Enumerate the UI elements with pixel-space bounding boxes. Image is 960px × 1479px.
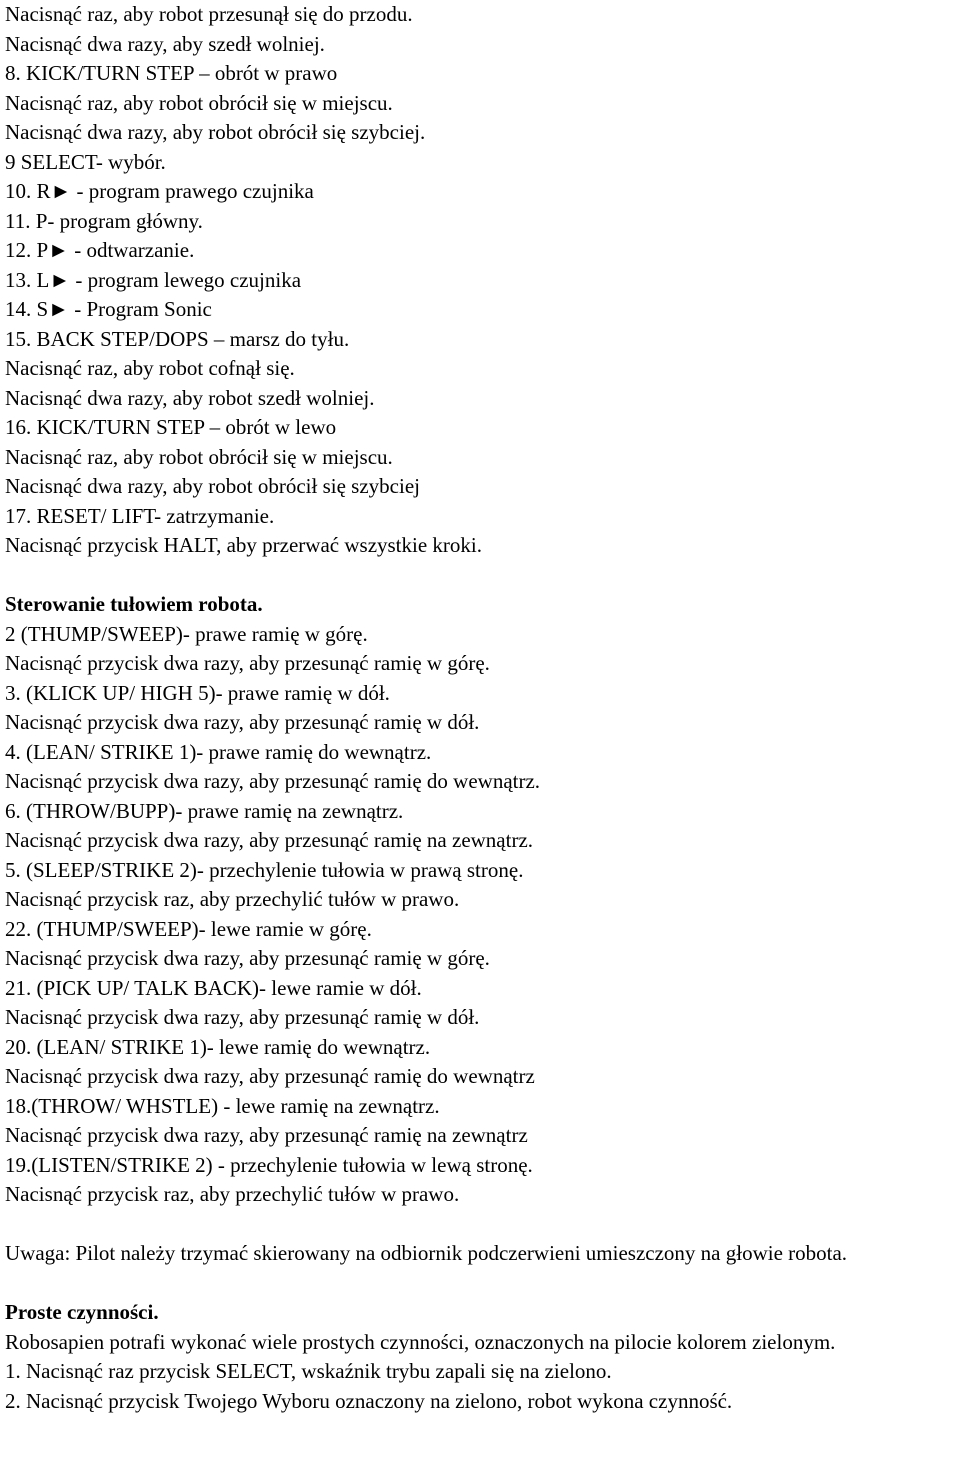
text-line: 11. P- program główny. — [5, 208, 203, 233]
text-line: Nacisnąć raz, aby robot cofnął się. — [5, 356, 295, 380]
text-line: Nacisnąć raz, aby robot przesunął się do przodu. — [5, 2, 413, 26]
text-line: Nacisnąć przycisk dwa razy, aby przesunąć ramię na zewnątrz. — [5, 828, 534, 852]
spacer — [5, 1210, 956, 1240]
spacer — [5, 1269, 956, 1299]
text-line: 3. (KLICK UP/ HIGH 5)- prawe ramię w dół. — [5, 680, 390, 705]
text-line: Nacisnąć dwa razy, aby robot obrócił się szybciej. — [5, 120, 426, 144]
text-line: 22. (THUMP/SWEEP)- lewe ramie w górę. — [5, 916, 372, 941]
text-line: 16. KICK/TURN STEP – obrót w lewo — [5, 415, 337, 439]
text-line: 9 SELECT- wybór. — [5, 149, 166, 174]
text-line: 10. R► - program prawego czujnika — [5, 179, 314, 203]
text-line: Nacisnąć przycisk dwa razy, aby przesunąć ramię w dół. — [5, 710, 480, 734]
section-heading: Proste czynności. — [5, 1300, 159, 1324]
torso-section — [5, 590, 956, 1210]
note-paragraph — [5, 1239, 956, 1269]
text-line: 14. S► - Program Sonic — [5, 297, 212, 321]
step-line: 2. Nacisnąć przycisk Twojego Wyboru oznaczony na zielono, robot wykona czynność. — [5, 1388, 733, 1413]
text-line: 15. BACK STEP/DOPS – marsz do tyłu. — [5, 326, 350, 351]
text-line: 21. (PICK UP/ TALK BACK)- lewe ramie w dół. — [5, 975, 422, 1000]
text-line: 4. (LEAN/ STRIKE 1)- prawe ramię do wewnątrz. — [5, 739, 432, 764]
text-line: Nacisnąć dwa razy, aby robot szedł wolniej. — [5, 385, 375, 410]
text-line: Nacisnąć przycisk dwa razy, aby przesunąć ramię w dół. — [5, 1005, 480, 1029]
text-line: Nacisnąć przycisk dwa razy, aby przesunąć ramię do wewnątrz — [5, 1064, 535, 1088]
text-line: 20. (LEAN/ STRIKE 1)- lewe ramię do wewnątrz. — [5, 1034, 431, 1059]
step-line: 1. Nacisnąć raz przycisk SELECT, wskaźnik trybu zapali się na zielono. — [5, 1359, 612, 1383]
spacer — [5, 561, 956, 591]
section-heading: Sterowanie tułowiem robota. — [5, 592, 263, 616]
text-line: Nacisnąć dwa razy, aby robot obrócił się szybciej — [5, 474, 420, 498]
text-line: 17. RESET/ LIFT- zatrzymanie. — [5, 503, 275, 528]
text-line: Nacisnąć przycisk HALT, aby przerwać wszystkie kroki. — [5, 533, 483, 557]
controls-list — [5, 0, 956, 561]
text-line: 13. L► - program lewego czujnika — [5, 267, 302, 292]
text-line: 18.(THROW/ WHSTLE) - lewe ramię na zewnątrz. — [5, 1093, 440, 1118]
text-line: 12. P► - odtwarzanie. — [5, 238, 195, 262]
text-line: Nacisnąć przycisk raz, aby przechylić tułów w prawo. — [5, 887, 460, 911]
text-line: Nacisnąć przycisk dwa razy, aby przesunąć ramię na zewnątrz — [5, 1123, 528, 1147]
text-line: Nacisnąć przycisk dwa razy, aby przesunąć ramię w górę. — [5, 651, 490, 675]
text-line: Nacisnąć przycisk dwa razy, aby przesunąć ramię w górę. — [5, 946, 490, 970]
text-line: Nacisnąć raz, aby robot obrócił się w miejscu. — [5, 444, 393, 469]
text-line: Nacisnąć raz, aby robot obrócił się w miejscu. — [5, 90, 393, 115]
text-line: 6. (THROW/BUPP)- prawe ramię na zewnątrz. — [5, 798, 404, 823]
text-line: 8. KICK/TURN STEP – obrót w prawo — [5, 61, 338, 85]
simple-actions-section — [5, 1298, 956, 1416]
text-line: 2 (THUMP/SWEEP)- prawe ramię w górę. — [5, 621, 368, 646]
text-line: 5. (SLEEP/STRIKE 2)- przechylenie tułowia w prawą stronę. — [5, 857, 524, 882]
text-line: Nacisnąć dwa razy, aby szedł wolniej. — [5, 31, 325, 56]
text-line: Nacisnąć przycisk raz, aby przechylić tułów w prawo. — [5, 1182, 460, 1206]
text-line: 19.(LISTEN/STRIKE 2) - przechylenie tułowia w lewą stronę. — [5, 1152, 533, 1177]
intro-text: Robosapien potrafi wykonać wiele prostych czynności, oznaczonych na pilocie kolorem zielonym. — [5, 1329, 836, 1354]
text-line: Nacisnąć przycisk dwa razy, aby przesunąć ramię do wewnątrz. — [5, 769, 541, 793]
note-text: Uwaga: Pilot należy trzymać skierowany na odbiornik podczerwieni umieszczony na głowie robota. — [5, 1241, 848, 1265]
